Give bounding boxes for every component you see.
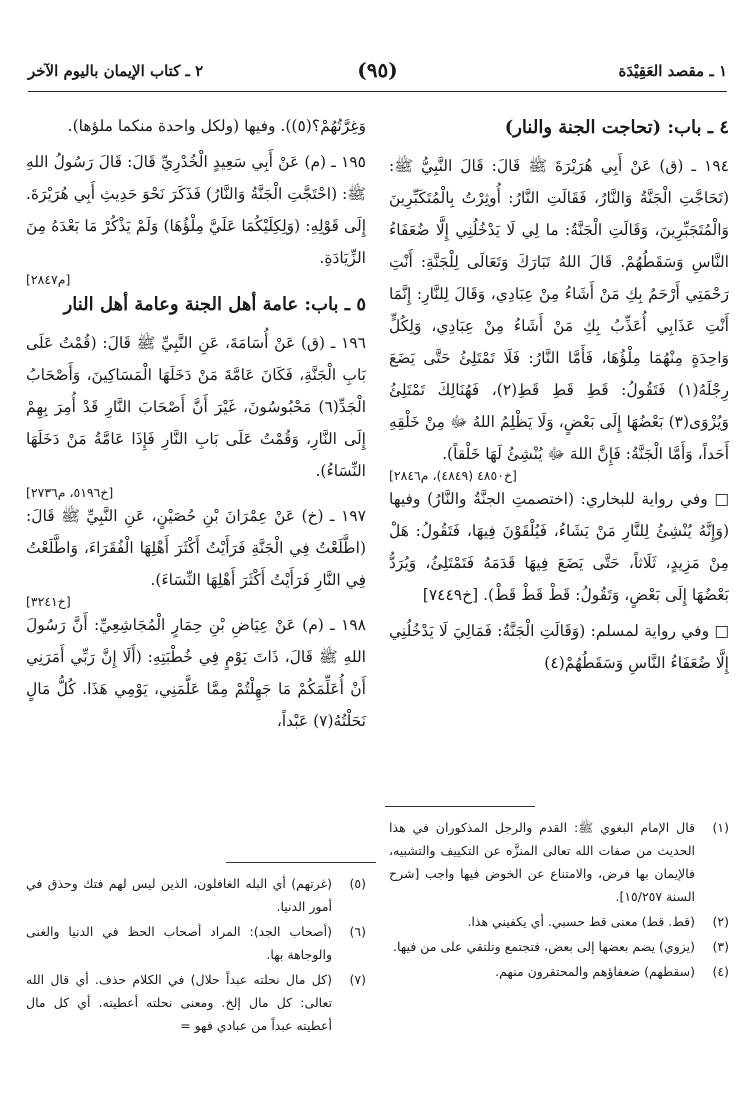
hadith-paragraph: ١٩٨ ـ (م) عَنْ عِيَاضِ بْنِ حِمَارٍ الْمُجَاشِعِيِّ: أَنَّ رَسُولَ اللهِ ﷺ قَالَ، ذَاتَ يَوْمٍ فِي خُطْبَتِهِ: (أَلَا إِنَّ رَبِّي أَمَرَنِي أَنْ أُعَلِّمَكُمْ مَا جَهِلْتُمْ مِمَّا عَلَّمَنِي، يَوْمِي هَذَا. كُلُّ مَالٍ نَحَلْتُهُ(٧) عَبْداً، [26, 616, 366, 730]
hadith-paragraph: ١٩٤ ـ (ق) عَنْ أَبِي هُرَيْرَةَ ﷺ قَالَ: قَالَ النَّبِيُّ ﷺ: (تَحَاجَّتِ الْجَنَّةُ وَالنَّارُ، فَقَالَتِ النَّارُ: أُوثِرْتُ بِالْمُتَكَبِّرِينَ وَالْمُتَجَبِّرِينَ، وَقَالَتِ الْجَنَّةُ: ما لِي لَا يَدْخُلُنِي إِلَّا ضُعَفَاءُ النَّاسِ وَسَقَطُهُمْ. قَالَ اللهُ تَبَارَكَ وَتَعَالَى لِلْجَنَّةِ: أَنْتِ رَحْمَتِي أَرْحَمُ بِكِ مَنْ أَشَاءُ مِنْ عِبَادِي، وَقَالَ لِلنَّارِ: إِنَّمَا أَنْتِ عَذَابِي أُعَذِّبُ بِكِ مَنْ أَشَاءُ مِنْ عِبَادِي، وَلِكُلٍّ وَاحِدَةٍ مِنْهُمَا مِلْؤُهَا، فَأَمَّا النَّارُ: فَلَا تَمْتَلِئُ حَتَّى يَضَعَ رِجْلَهُ(١) فَتَقُولُ: قَطِ قَطِ قَطِ(٢)، فَهُنَالِكَ تَمْتَلِئُ وَيُزْوَى(٣) بَعْضُهَا إِلَى بَعْضٍ، وَلَا يَظْلِمُ اللهُ ﷻ مِنْ خَلْقِهِ أَحَداً، وَأَمَّا الْجَنَّةُ: فَإِنَّ اللهَ ﷻ يُنْشِئُ لَهَا خَلْقاً). [389, 157, 729, 463]
footnote [389, 910, 729, 933]
hadith-paragraph: ١٩٧ ـ (خ) عَنْ عِمْرَانَ بْنِ حُصَيْنٍ، عَنِ النَّبِيِّ ﷺ قَالَ: (اطَّلَعْتُ فِي الْجَنَّةِ فَرَأَيْتُ أَكْثَرَ أَهْلِهَا الْفُقَرَاءَ، وَاطَّلَعْتُ فِي النَّارِ فَرَأَيْتُ أَكْثَرَ أَهْلِهَا النِّسَاءَ). [26, 507, 366, 589]
footnote-text: قال الإمام البغوي ﷺ: القدم والرجل المذكوران في هذا الحديث من صفات الله تعالى المنزَّه عن التكييف والتشبيه، فالإيمان بها فرض، والامتناع عن الخوض فيها واجب [شرح السنة ١٥/٢٥٧]. [389, 820, 695, 904]
section-heading: ٤ ـ باب: (تحاجت الجنة والنار) [504, 117, 729, 138]
footnote-number: (١) [712, 820, 729, 835]
footnote-number: (٣) [712, 939, 729, 954]
hadith-paragraph: وَغِرَّتُهُمْ؟(٥)). وفيها (ولكل واحدة منكما ملؤها). [67, 117, 366, 135]
footnote-number: (٤) [712, 964, 729, 979]
footnote [389, 816, 729, 908]
running-header [28, 56, 727, 90]
footnote-text: (غرتهم) أي البله الغافلون، الذين ليس لهم فتك وحذق في أمور الدنيا. [26, 876, 332, 914]
hadith-reference: [خ٣٢٤١] [26, 594, 71, 609]
right-column [389, 110, 729, 683]
header-chapter-title: ٢ ـ كتاب الإيمان باليوم الآخر [28, 62, 204, 80]
footnote-separator-left [226, 862, 376, 863]
section-heading: ٥ ـ باب: عامة أهل الجنة وعامة أهل النار [63, 294, 366, 315]
header-section-title: ١ ـ مقصد العَقِيْدَة [618, 62, 727, 80]
footnote-text: (قط. قط) معنى قط حسبي. أي يكفيني هذا. [467, 914, 695, 929]
left-column [26, 110, 366, 741]
hadith-paragraph: ١٩٦ ـ (ق) عَنْ أُسَامَةَ، عَنِ النَّبِيِّ ﷺ قَالَ: (قُمْتُ عَلَى بَابِ الْجَنَّةِ، فَكَانَ عَامَّةَ مَنْ دَخَلَهَا الْمَسَاكِينَ، وَأَصْحَابُ الْجَدِّ(٦) مَحْبُوسُونَ، غَيْرَ أَنَّ أَصْحَابَ النَّارِ قَدْ أُمِرَ بِهِمْ إِلَى النَّارِ، وَقُمْتُ عَلَى بَابِ النَّارِ فَإِذَا عَامَّةُ مَنْ دَخَلَهَا النِّسَاءُ). [26, 334, 366, 480]
footnote-number: (٧) [349, 972, 366, 987]
hadith-reference: [م٢٨٤٧] [26, 272, 71, 287]
footnote-number: (٢) [712, 914, 729, 929]
footnote [389, 960, 729, 983]
footnote [26, 920, 366, 966]
left-footnotes [26, 872, 366, 1039]
footnote-number: (٦) [349, 924, 366, 939]
footnote-separator-right [385, 806, 535, 807]
footnote-text: (أصحاب الجد): المراد أصحاب الحظ في الدنيا والغنى والوجاهة بها. [26, 924, 332, 962]
footnote-text: (سقطهم) ضعفاؤهم والمحتقرون منهم. [495, 964, 695, 979]
footnote-number: (٥) [349, 876, 366, 891]
hadith-reference: [خ٥١٩٦، م٢٧٣٦] [26, 485, 114, 500]
footnote-text: (يزوي) يضم بعضها إلى بعض، فتجتمع وتلتقي على من فيها. [393, 939, 695, 954]
footnote [26, 968, 366, 1037]
hadith-paragraph: ١٩٥ ـ (م) عَنْ أَبِي سَعِيدٍ الْخُدْرِيِّ قَالَ: قَالَ رَسُولُ اللهِ ﷺ: (احْتَجَّتِ الْجَنَّةُ وَالنَّارُ) فَذَكَرَ نَحْوَ حَدِيثِ أَبِي هُرَيْرَةَ. إِلَى قَوْلِهِ: (وَلِكِلَيْكُمَا عَلَيَّ مِلْؤُهَا) وَلَمْ يَذْكُرْ مَا بَعْدَهُ مِنَ الزِّيَادَةِ. [26, 153, 366, 267]
footnote-text: (كل مال نحلته عبداً حلال) في الكلام حذف. أي قال الله تعالى: كل مال إلخ. ومعنى نحلته أعطيته. أي كل مال أعطيته عبداً من عبادي فهو = [26, 972, 332, 1033]
right-footnotes [389, 816, 729, 985]
hadith-paragraph: □ وفي رواية لمسلم: (وَقَالَتِ الْجَنَّةُ: فَمَالِيَ لَا يَدْخُلُنِي إِلَّا ضُعَفَاءُ النَّاسِ وَسَقَطُهُمْ(٤) [389, 622, 729, 672]
page-number: (٩٥) [357, 58, 398, 82]
hadith-paragraph: □ وفي رواية للبخاري: (اختصمتِ الجنَّةُ والنَّارُ) وفيها (وَإِنَّهُ يُنْشِئُ لِلنَّارِ مَنْ يَشَاءُ، فَيُلْقَوْنَ فِيهَا، فَتَقُولُ: هَلْ مِنْ مَزِيدٍ، ثَلَاثاً، حَتَّى يَضَعَ فِيهَا قَدَمَهُ فَتَمْتَلِئُ، وَيُرَدُّ بَعْضُهَا إِلَى بَعْضٍ، وَتَقُولُ: قَطْ قَطْ قَطْ). [خ٧٤٤٩] [389, 490, 729, 604]
footnote [389, 935, 729, 958]
hadith-reference: [خ٤٨٥٠ (٤٨٤٩)، م٢٨٤٦] [389, 468, 517, 483]
header-rule [28, 91, 727, 92]
footnote [26, 872, 366, 918]
